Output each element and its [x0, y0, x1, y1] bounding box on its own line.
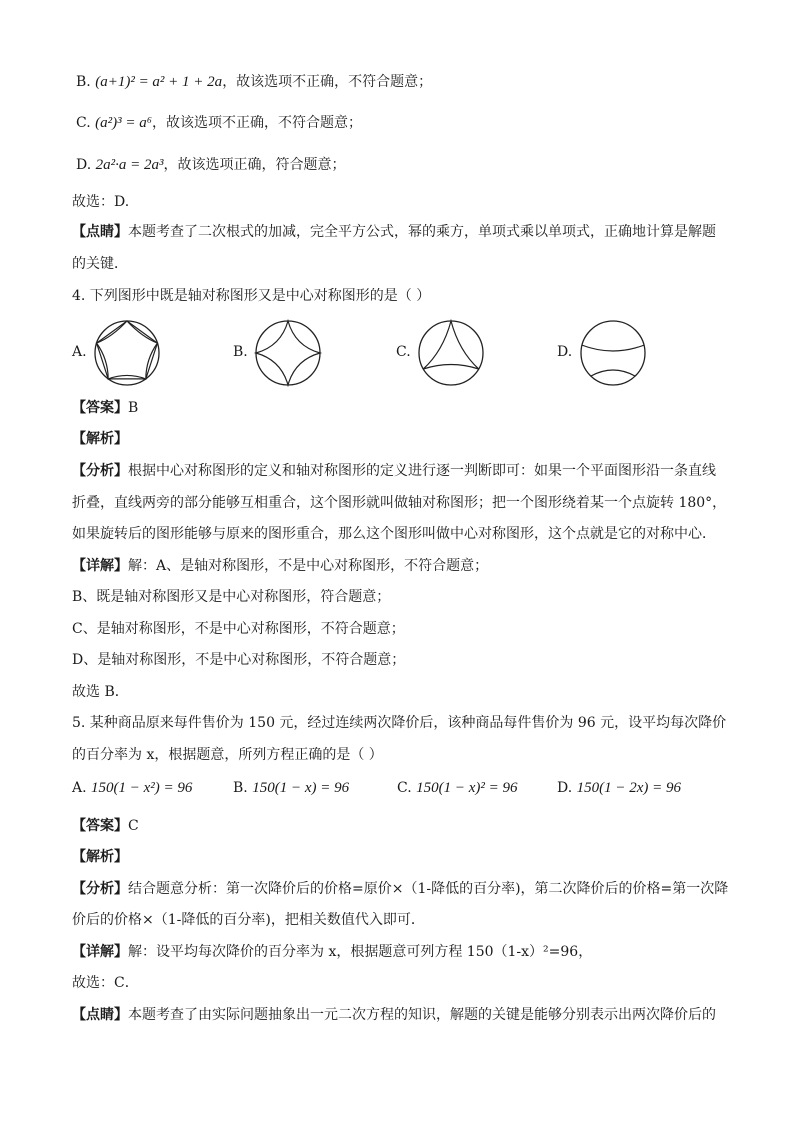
q3-option-d: D. 2a²·a = 2a³，故该选项正确，符合题意；: [76, 157, 346, 173]
q3-option-b: B. (a+1)² = a² + 1 + 2a，故该选项不正确，不符合题意；: [76, 74, 433, 90]
q4-detail-b: B、既是轴对称图形又是中心对称图形，符合题意；: [72, 589, 391, 605]
q4-label-b: B.: [233, 344, 248, 360]
q4-detail-d: D、是轴对称图形，不是中心对称图形，不符合题意；: [72, 652, 406, 668]
q4-figure-a: [92, 318, 162, 388]
q4-figure-c: [416, 318, 486, 388]
q5-option-b: B. 150(1 − x) = 96: [233, 780, 350, 796]
q5-answer: 【答案】C: [72, 818, 139, 834]
q5-fenxi: 【分析】结合题意分析：第一次降价后的价格=原价×（1-降低的百分率)，第二次降价后的价格=第一次降: [72, 881, 729, 897]
q4-answer: 【答案】B: [72, 400, 139, 416]
q3-b-formula: (a+1)² = a² + 1 + 2a: [95, 74, 223, 90]
q4-fenxi-line3: 如果旋转后的图形能够与原来的图形重合，那么这个图形叫做中心对称图形，这个点就是它的对称中心．: [72, 526, 716, 542]
q5-analysis-tag: 【解析】: [72, 849, 128, 865]
q5-xiangjie: 【详解】解：设平均每次降价的百分率为 x，根据题意可列方程 150（1-x）²=96，: [72, 944, 593, 960]
q5-option-d: D. 150(1 − 2x) = 96: [557, 780, 682, 796]
q5-comment: 【点睛】本题考查了由实际问题抽象出一元二次方程的知识，解题的关键是能够分别表示出两次降价后的: [72, 1007, 716, 1023]
q4-stem: 4. 下列图形中既是轴对称图形又是中心对称图形的是（ ）: [72, 288, 431, 304]
q3-comment-line2: 的关键．: [72, 256, 128, 272]
q5-option-a: A. 150(1 − x²) = 96: [72, 780, 193, 796]
q4-choice: 故选 B．: [72, 684, 129, 700]
q3-option-c: C. (a²)³ = a⁶，故该选项不正确，不符合题意；: [76, 115, 362, 131]
q3-d-formula: 2a²·a = 2a³: [95, 157, 164, 173]
q4-label-c: C.: [396, 344, 411, 360]
q5-choice: 故选：C．: [72, 975, 139, 991]
q4-detail-c: C、是轴对称图形，不是中心对称图形，不符合题意；: [72, 621, 405, 637]
q4-fenxi: 【分析】根据中心对称图形的定义和轴对称图形的定义进行逐一判断即可：如果一个平面图形沿一条直线: [72, 463, 716, 479]
q4-analysis-tag: 【解析】: [72, 431, 128, 447]
q5-stem-line2: 的百分率为 x，根据题意，所列方程正确的是（ ）: [72, 747, 383, 763]
q4-label-d: D.: [557, 344, 573, 360]
q4-label-a: A.: [72, 344, 87, 360]
q4-fenxi-line2: 折叠，直线两旁的部分能够互相重合，这个图形就叫做轴对称图形；把一个图形绕着某一个点旋转 180°，: [72, 495, 727, 511]
q3-choice: 故选：D.: [72, 194, 130, 210]
q3-c-formula: (a²)³ = a⁶: [95, 115, 152, 131]
q4-figure-d: [578, 318, 648, 388]
q5-fenxi-line2: 价后的价格×（1-降低的百分率)，把相关数值代入即可．: [72, 912, 425, 928]
q4-figure-b: [253, 318, 323, 388]
q3-comment: 【点睛】本题考查了二次根式的加减，完全平方公式，幂的乘方，单项式乘以单项式，正确地计算是解题: [72, 224, 716, 240]
q5-stem: 5. 某种商品原来每件售价为 150 元，经过连续两次降价后，该种商品每件售价为 96 元，设平均每次降价: [72, 715, 727, 731]
q5-option-c: C. 150(1 − x)² = 96: [397, 780, 518, 796]
q4-xiangjie: 【详解】解：A、是轴对称图形，不是中心对称图形，不符合题意；: [72, 558, 489, 574]
